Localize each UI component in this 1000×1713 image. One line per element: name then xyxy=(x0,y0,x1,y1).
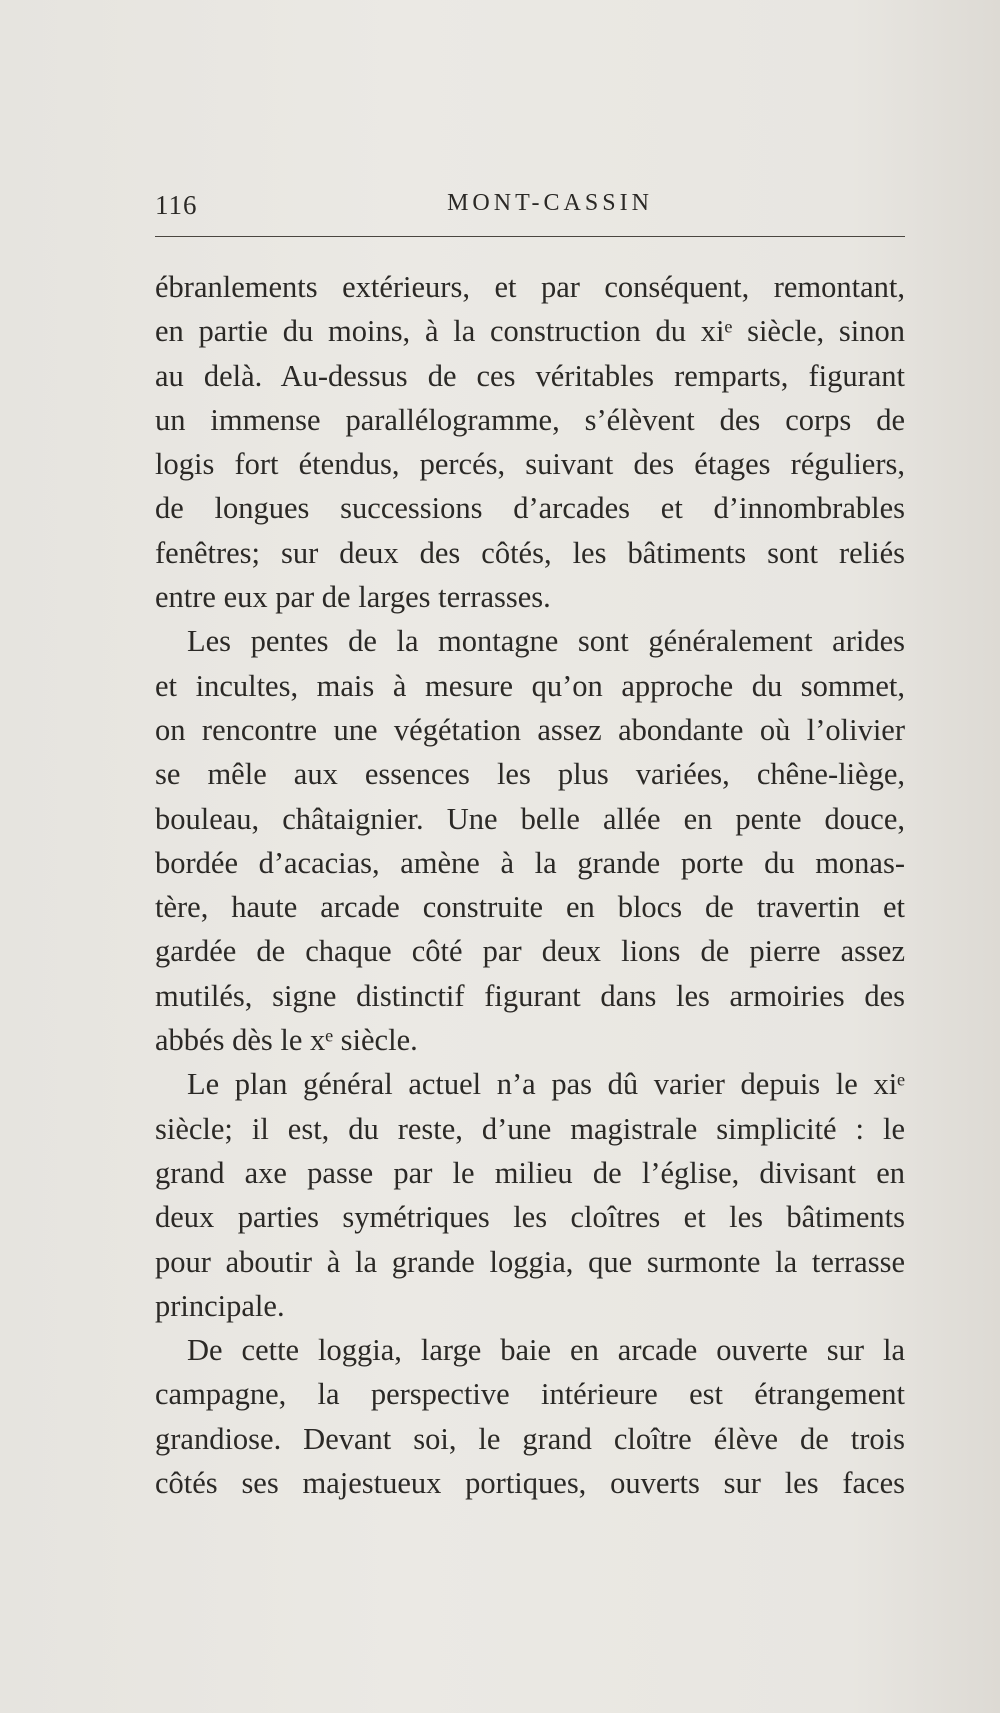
text-line: entre eux par de larges terrasses. xyxy=(155,580,551,615)
text-line: Les pentes de la montagne sont généralement arides xyxy=(187,624,905,659)
page-header xyxy=(155,190,905,230)
text-line: tère, haute arcade construite en blocs de travertin et xyxy=(155,890,905,925)
text-line: De cette loggia, large baie en arcade ouverte sur la xyxy=(187,1333,905,1368)
text-line: un immense parallélogramme, s’élèvent des corps de xyxy=(155,402,905,437)
text-line: de longues successions d’arcades et d’innombrables xyxy=(155,491,905,526)
text-line: ébranlements extérieurs, et par conséquent, remontant, xyxy=(155,270,905,304)
text-line: grandiose. Devant soi, le grand cloître élève de trois xyxy=(155,1421,905,1456)
text-line: logis fort étendus, percés, suivant des étages réguliers, xyxy=(155,447,905,482)
text-line: campagne, la perspective intérieure est étrangement xyxy=(155,1377,905,1412)
page-number: 116 xyxy=(155,190,198,220)
text-line: siècle; il est, du reste, d’une magistrale simplicité : le xyxy=(155,1111,905,1146)
text-line: deux parties symétriques les cloîtres et les bâtiments xyxy=(155,1200,905,1235)
header-rule xyxy=(155,236,905,237)
text-line: côtés ses majestueux portiques, ouverts sur les faces xyxy=(155,1466,905,1501)
text-line: et incultes, mais à mesure qu’on approche du sommet, xyxy=(155,668,905,703)
text-line: pour aboutir à la grande loggia, que surmonte la terrasse xyxy=(155,1244,905,1279)
text-line: principale. xyxy=(155,1288,285,1323)
text-line: grand axe passe par le milieu de l’église, divisant en xyxy=(155,1155,905,1190)
text-line: abbés dès le xᵉ siècle. xyxy=(155,1023,418,1058)
text-line: on rencontre une végétation assez abondante où l’olivier xyxy=(155,712,905,747)
body-text xyxy=(155,265,905,1505)
text-line: en partie du moins, à la construction du xiᵉ siècle, sinon xyxy=(155,314,905,349)
text-line: bordée d’acacias, amène à la grande porte du monas- xyxy=(155,845,905,880)
running-title: MONT-CASSIN xyxy=(447,190,653,216)
text-line: se mêle aux essences les plus variées, chêne-liège, xyxy=(155,757,905,792)
text-line: Le plan général actuel n’a pas dû varier depuis le xiᵉ xyxy=(187,1067,905,1102)
text-line: bouleau, châtaignier. Une belle allée en pente douce, xyxy=(155,801,905,836)
text-line: fenêtres; sur deux des côtés, les bâtiments sont reliés xyxy=(155,535,905,570)
text-line: au delà. Au-dessus de ces véritables remparts, figurant xyxy=(155,358,905,393)
text-line: mutilés, signe distinctif figurant dans les armoiries des xyxy=(155,978,905,1013)
text-line: gardée de chaque côté par deux lions de pierre assez xyxy=(155,934,905,969)
